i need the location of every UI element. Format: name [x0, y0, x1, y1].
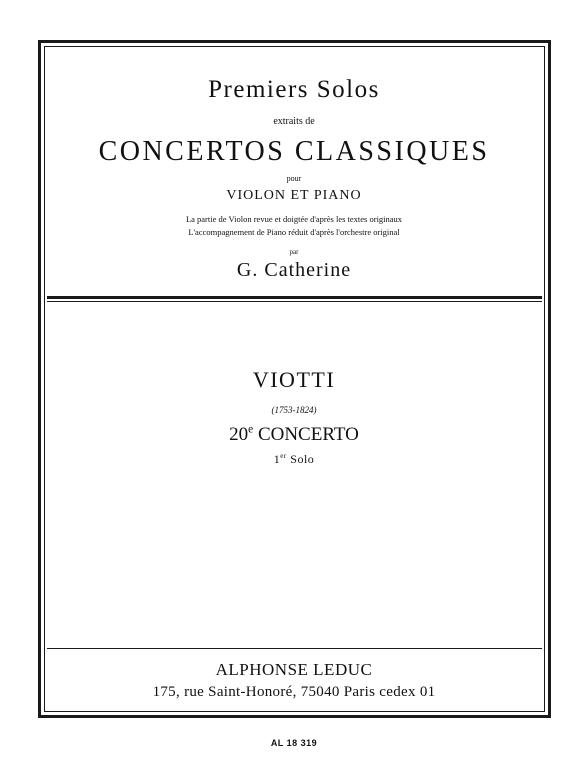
solo-number-suffix: er: [280, 452, 287, 460]
solo-label: Solo: [290, 452, 315, 466]
concerto-number: 20: [229, 424, 249, 445]
piano-part-note: L'accompagnement de Piano réduit d'après l'orchestre original: [188, 227, 400, 237]
series-title: Premiers Solos: [208, 76, 380, 103]
header-divider: [47, 296, 542, 299]
composer-name: VIOTTI: [252, 367, 336, 392]
concerto-label: CONCERTO: [257, 424, 359, 445]
header-divider-thin: [47, 301, 542, 302]
editor-name: G. Catherine: [236, 259, 352, 281]
composer-dates: (1753-1824): [271, 405, 317, 415]
collection-title: CONCERTOS CLASSIQUES: [98, 136, 490, 167]
publisher-address: 175, rue Saint-Honoré, 75040 Paris cedex 01: [152, 684, 436, 700]
extraits-de-label: extraits de: [273, 116, 315, 127]
publisher-name: ALPHONSE LEDUC: [215, 660, 373, 679]
solo-number: 1: [273, 452, 281, 466]
publisher-divider: [47, 648, 542, 649]
concerto-title: [0, 424, 588, 446]
pour-label: pour: [286, 174, 302, 183]
instrumentation: VIOLON ET PIANO: [226, 188, 362, 203]
par-label: par: [289, 248, 299, 256]
violin-part-note: La partie de Violon revue et doigtée d'après les textes originaux: [185, 214, 403, 224]
catalog-number: AL 18 319: [270, 738, 318, 748]
concerto-number-suffix: e: [248, 423, 254, 436]
solo-title: [0, 452, 588, 467]
